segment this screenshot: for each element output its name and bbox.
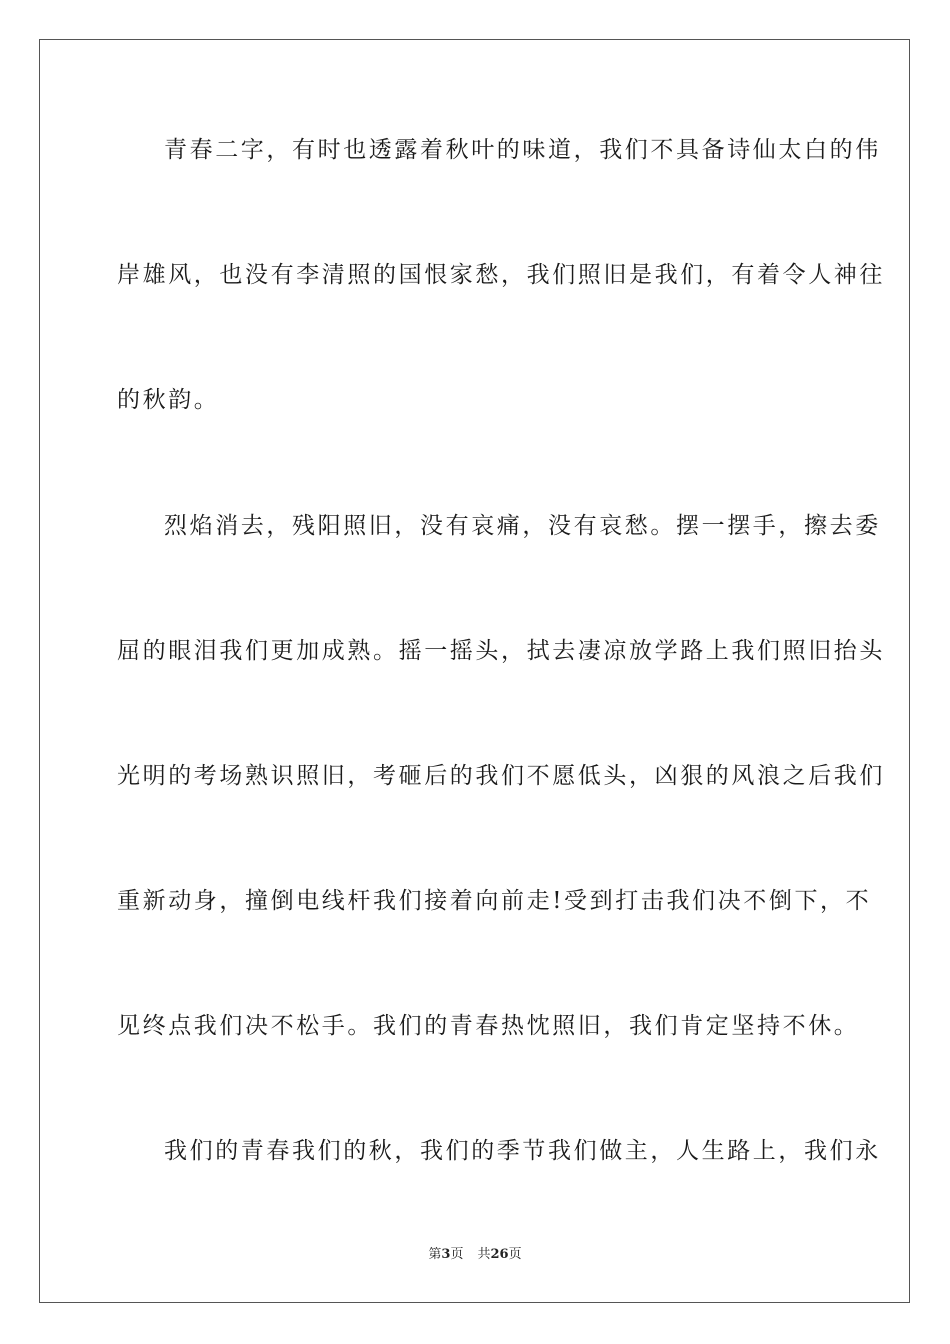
total-prefix: 共 [477, 1247, 491, 1262]
text-line: 我们的青春我们的秋，我们的季节我们做主，人生路上，我们永 [164, 1138, 881, 1164]
total-pages: 26 [490, 1247, 509, 1262]
total-suffix: 页 [508, 1247, 522, 1262]
text-line: 光明的考场熟识照旧，考砸后的我们不愿低头，凶狠的风浪之后我们 [117, 763, 885, 789]
text-line: 岸雄风，也没有李清照的国恨家愁，我们照旧是我们，有着令人神往 [117, 262, 885, 288]
text-line: 青春二字，有时也透露着秋叶的味道，我们不具备诗仙太白的伟 [164, 137, 881, 163]
text-line: 屈的眼泪我们更加成熟。摇一摇头，拭去凄凉放学路上我们照旧抬头 [117, 638, 885, 664]
page-suffix: 页 [450, 1247, 464, 1262]
text-line: 烈焰消去，残阳照旧，没有哀痛，没有哀愁。摆一摆手，擦去委 [164, 513, 881, 539]
text-line: 重新动身，撞倒电线杆我们接着向前走!受到打击我们决不倒下，不 [117, 888, 872, 914]
page-prefix: 第 [428, 1247, 442, 1262]
page-border [39, 39, 910, 1303]
text-line: 见终点我们决不松手。我们的青春热忱照旧，我们肯定坚持不休。 [117, 1013, 860, 1039]
page-number: 3 [441, 1247, 451, 1262]
page-footer [0, 1247, 950, 1263]
text-line: 的秋韵。 [117, 387, 220, 413]
